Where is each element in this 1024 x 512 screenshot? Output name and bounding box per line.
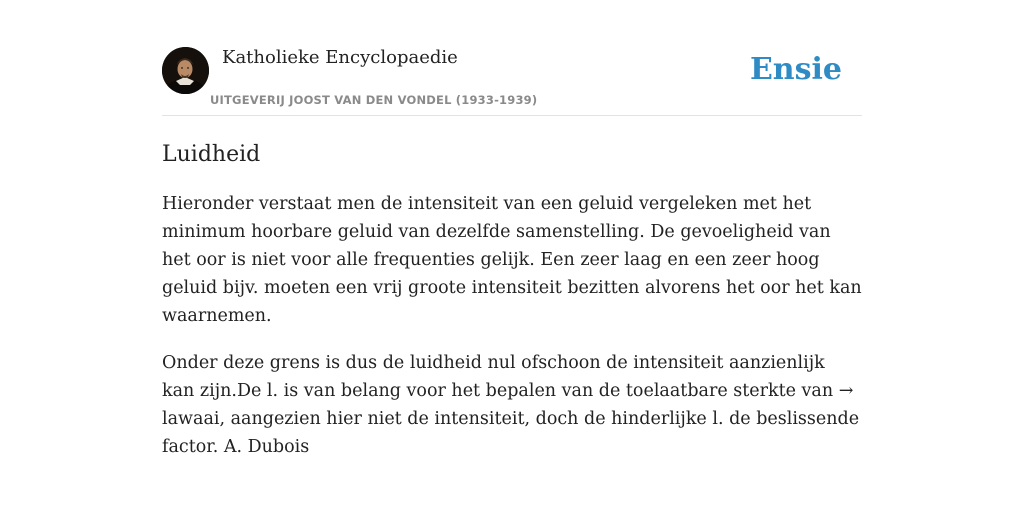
site-title[interactable]: Katholieke Encyclopaedie (222, 47, 458, 68)
article-paragraph-1: Hieronder verstaat men de intensiteit van een geluid vergeleken met het minimum hoorbare geluid van dezelfde samenstelling. De gevoeligheid van het oor is niet voor alle frequenties gelijk. Een zeer laag en een zeer hoog geluid bijv. moeten een vrij groote intensiteit bezitten alvorens het oor het kan waarnemen. (162, 194, 862, 326)
portrait-avatar-icon[interactable] (162, 47, 209, 94)
page (162, 0, 862, 461)
article-paragraph-2: Onder deze grens is dus de luidheid nul ofschoon de intensiteit aanzienlijk kan zijn.De l. is van belang voor het bepalen van de toelaatbare sterkte van → lawaai, aangezien hier niet de intensiteit, doch de hinderlijke l. de beslissende factor. A. Dubois (162, 353, 860, 457)
site-header (162, 46, 862, 116)
portrait-avatar-graphic (162, 47, 209, 94)
publisher-label: UITGEVERIJ JOOST VAN DEN VONDEL (1933-1939) (210, 93, 538, 107)
article-title: Luidheid (162, 142, 261, 167)
ensie-logo[interactable]: Ensie (749, 52, 842, 87)
